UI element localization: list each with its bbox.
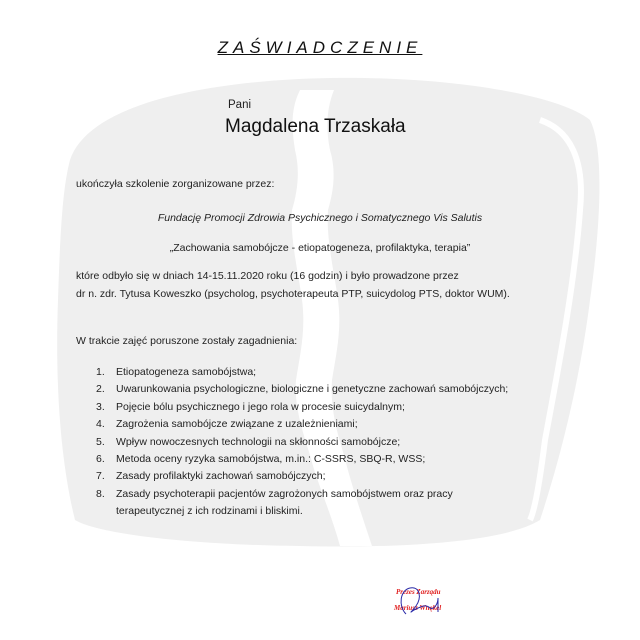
signature-icon [394,584,444,620]
topics-intro: W trakcie zajęć poruszone zostały zagadnienia: [76,335,298,347]
details-line-1: które odbyło się w dniach 14-15.11.2020 roku (16 godzin) i było prowadzone przez [76,270,459,282]
signature-stamp [394,584,444,620]
stamp-name: Mariusz Wnękel [394,604,442,612]
salutation: Pani [228,99,252,111]
list-item: 7. Zasady profilaktyki zachowań samobójczych; [96,470,326,483]
list-item: 8. Zasady psychoterapii pacjentów zagrożonych samobójstwem oraz pracy terapeutycznej z ich rodzinami i bliskimi. [96,487,453,518]
list-item: 2. Uwarunkowania psychologiczne, biologiczne i genetyczne zachowań samobójczych; [96,383,509,396]
list-item: 3. Pojęcie bólu psychicznego i jego rola w procesie suicydalnym; [96,400,405,413]
certificate-title: ZAŚWIADCZENIE [217,38,423,57]
course-title: „Zachowania samobójcze - etiopatogeneza, profilaktyka, terapia” [169,242,471,254]
details-line-2: dr n. zdr. Tytusa Koweszko (psycholog, psychoterapeuta PTP, suicydolog PTS, doktor WUM). [76,288,510,300]
recipient-name: Magdalena Trzaskała [225,116,406,137]
stamp-title: Prezes Zarządu [396,588,441,596]
topics-list [96,364,508,521]
organizer-name: Fundację Promocji Zdrowia Psychicznego i Somatycznego Vis Salutis [157,212,483,224]
list-item: 1. Etiopatogeneza samobójstwa; [96,366,257,378]
list-item: 5. Wpływ nowoczesnych technologii na skłonności samobójcze; [96,435,401,448]
list-item: 4. Zagrożenia samobójcze związane z uzależnieniami; [96,418,358,431]
completed-text: ukończyła szkolenie zorganizowane przez: [76,178,275,190]
list-item: 6. Metoda oceny ryzyka samobójstwa, m.in.: C-SSRS, SBQ-R, WSS; [96,452,426,465]
